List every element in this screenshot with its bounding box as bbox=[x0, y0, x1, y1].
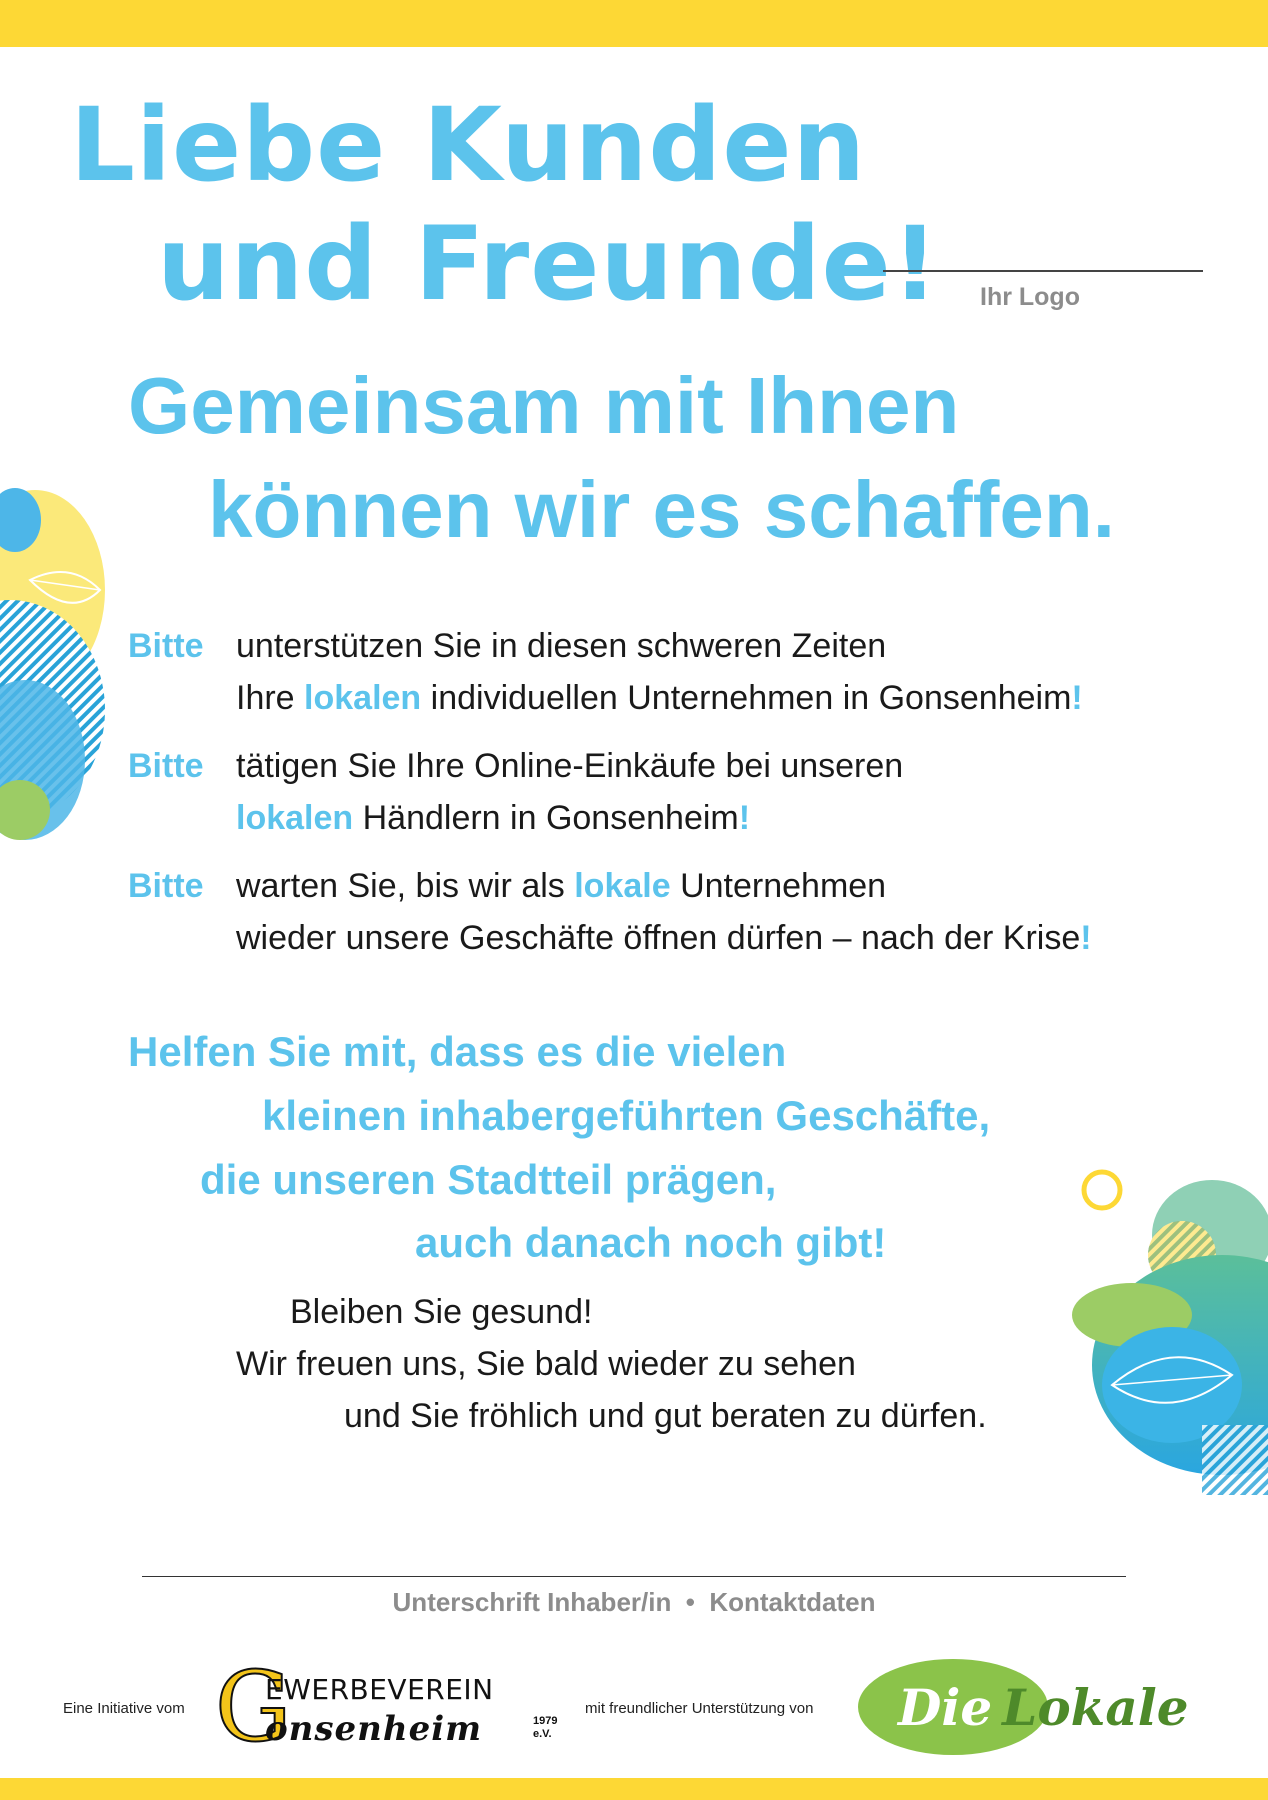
appeal-line: warten Sie, bis wir als lokale Unternehmen bbox=[236, 867, 887, 905]
appeal-3 bbox=[128, 860, 1228, 970]
gv-logo-top: EWERBEVEREIN bbox=[265, 1673, 494, 1706]
appeal-keyword: Bitte bbox=[128, 627, 204, 665]
highlight-word: lokalen bbox=[236, 799, 354, 837]
leaf-blob-left-decoration bbox=[0, 480, 110, 850]
closing-line-1: Bleiben Sie gesund! bbox=[290, 1293, 593, 1331]
subtitle-line-1: Gemeinsam mit Ihnen bbox=[128, 361, 960, 450]
appeal-line: tätigen Sie Ihre Online-Einkäufe bei unseren bbox=[236, 747, 904, 785]
appeal-1 bbox=[128, 620, 1228, 730]
appeal-line: Ihre lokalen individuellen Unternehmen in Gonsenheim! bbox=[236, 679, 1083, 717]
closing-line-3: und Sie fröhlich und gut beraten zu dürfen. bbox=[344, 1397, 987, 1435]
gewerbeverein-logo bbox=[215, 1651, 575, 1763]
subtitle-line-2: können wir es schaffen. bbox=[208, 465, 1115, 554]
leaf-blob-right-decoration bbox=[1072, 1165, 1268, 1500]
die-lokale-logo-text: Die Lokale bbox=[898, 1678, 1189, 1737]
appeal-line: wieder unsere Geschäfte öffnen dürfen – nach der Krise! bbox=[236, 919, 1092, 957]
signature-label: Unterschrift Inhaber/in • Kontaktdaten bbox=[392, 1587, 876, 1617]
top-yellow-bar bbox=[0, 0, 1268, 47]
signature-line bbox=[142, 1576, 1126, 1577]
appeal-line: unterstützen Sie in diesen schweren Zeiten bbox=[236, 627, 887, 665]
support-label: mit freundlicher Unterstützung von bbox=[585, 1700, 814, 1717]
help-line-4: auch danach noch gibt! bbox=[415, 1219, 887, 1266]
logo-placeholder-line bbox=[883, 270, 1203, 272]
help-line-2: kleinen inhabergeführten Geschäfte, bbox=[262, 1092, 991, 1139]
highlight-word: lokale bbox=[574, 867, 671, 905]
appeal-keyword: Bitte bbox=[128, 867, 204, 905]
gv-logo-year: 1979 e.V. bbox=[533, 1715, 558, 1740]
gv-logo-bottom: onsenheim bbox=[265, 1709, 483, 1749]
logo-placeholder-label: Ihr Logo bbox=[980, 283, 1080, 311]
help-line-3: die unseren Stadtteil prägen, bbox=[200, 1156, 777, 1203]
highlight-word: lokalen bbox=[304, 679, 422, 717]
die-lokale-logo bbox=[858, 1655, 1208, 1755]
appeal-keyword: Bitte bbox=[128, 747, 204, 785]
bottom-yellow-bar bbox=[0, 1778, 1268, 1800]
appeal-line: lokalen Händlern in Gonsenheim! bbox=[236, 799, 751, 837]
gv-logo-initial: G bbox=[215, 1651, 292, 1763]
help-line-1: Helfen Sie mit, dass es die vielen bbox=[128, 1028, 787, 1075]
initiative-label: Eine Initiative vom bbox=[63, 1700, 185, 1717]
headline-line-1: Liebe Kunden bbox=[70, 86, 867, 205]
closing-line-2: Wir freuen uns, Sie bald wieder zu sehen bbox=[236, 1345, 856, 1383]
headline-line-2: und Freunde! bbox=[157, 205, 940, 324]
appeal-2 bbox=[128, 740, 1228, 850]
